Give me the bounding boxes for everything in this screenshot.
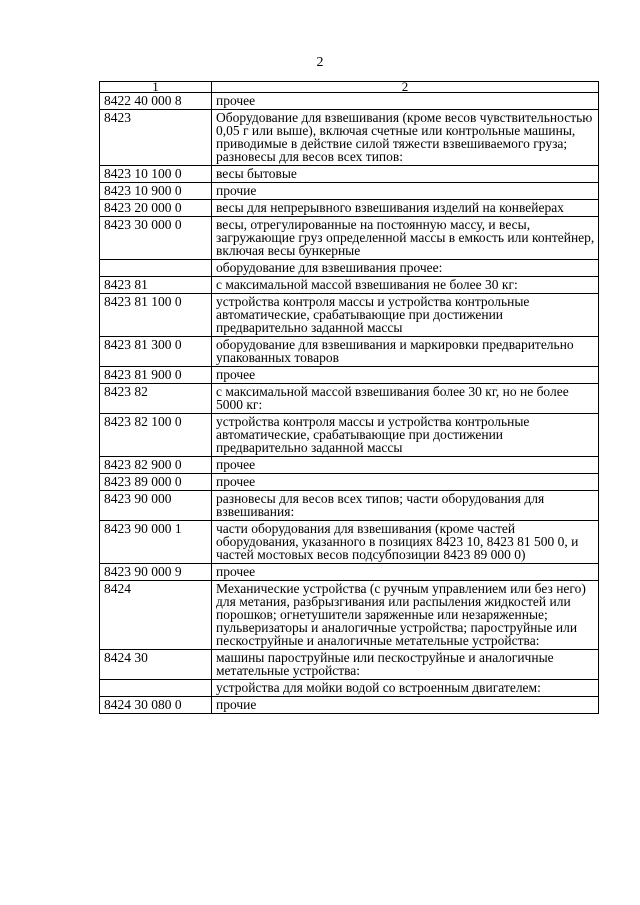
table-row — [100, 457, 599, 474]
code-cell: 8424 30 — [100, 650, 212, 680]
table-row — [100, 521, 599, 564]
table-row — [100, 384, 599, 414]
description-cell: прочее — [212, 474, 599, 491]
description-cell: прочее — [212, 93, 599, 110]
code-cell — [100, 680, 212, 697]
description-cell: устройства контроля массы и устройства контрольные автоматические, срабатывающие при достижении предварительно заданной массы — [212, 294, 599, 337]
code-cell: 8423 90 000 1 — [100, 521, 212, 564]
table-row — [100, 260, 599, 277]
table-row — [100, 166, 599, 183]
table-row — [100, 200, 599, 217]
code-cell: 8424 — [100, 581, 212, 650]
description-cell: разновесы для весов всех типов; части оборудования для взвешивания: — [212, 491, 599, 521]
table-row — [100, 337, 599, 367]
description-cell: прочие — [212, 183, 599, 200]
code-cell: 8423 20 000 0 — [100, 200, 212, 217]
code-cell: 8422 40 000 8 — [100, 93, 212, 110]
description-cell: прочее — [212, 457, 599, 474]
description-cell: с максимальной массой взвешивания более 30 кг, но не более 5000 кг: — [212, 384, 599, 414]
description-cell: оборудование для взвешивания прочее: — [212, 260, 599, 277]
tariff-table — [99, 81, 599, 714]
code-cell: 8423 82 — [100, 384, 212, 414]
table-row — [100, 414, 599, 457]
table-row — [100, 183, 599, 200]
code-cell: 8423 81 300 0 — [100, 337, 212, 367]
description-cell: устройства для мойки водой со встроенным двигателем: — [212, 680, 599, 697]
description-cell: прочее — [212, 564, 599, 581]
table-row — [100, 581, 599, 650]
table-row — [100, 491, 599, 521]
description-cell: машины пароструйные или пескоструйные и аналогичные метательные устройства: — [212, 650, 599, 680]
description-cell: оборудование для взвешивания и маркировки предварительно упакованных товаров — [212, 337, 599, 367]
table-row — [100, 680, 599, 697]
code-cell: 8423 10 100 0 — [100, 166, 212, 183]
table-row — [100, 110, 599, 166]
table-row — [100, 93, 599, 110]
header-row — [100, 82, 599, 93]
description-cell: части оборудования для взвешивания (кроме частей оборудования, указанного в позициях 8423 10, 8423 81 500 0, и частей мостовых весов подсубпозиции 8423 89 000 0) — [212, 521, 599, 564]
header-col-1: 1 — [100, 82, 212, 93]
code-cell: 8423 10 900 0 — [100, 183, 212, 200]
code-cell: 8424 30 080 0 — [100, 697, 212, 714]
header-col-2: 2 — [212, 82, 599, 93]
description-cell: весы для непрерывного взвешивания изделий на конвейерах — [212, 200, 599, 217]
page-number: 2 — [316, 55, 324, 70]
code-cell: 8423 82 900 0 — [100, 457, 212, 474]
description-cell: Оборудование для взвешивания (кроме весов чувствительностью 0,05 г или выше), включая счетные или контрольные машины, приводимые в действие силой тяжести взвешиваемого груза; разновесы для весов всех типов: — [212, 110, 599, 166]
code-cell: 8423 82 100 0 — [100, 414, 212, 457]
table-row — [100, 474, 599, 491]
table-row — [100, 697, 599, 714]
description-cell: прочее — [212, 367, 599, 384]
code-cell: 8423 30 000 0 — [100, 217, 212, 260]
code-cell: 8423 — [100, 110, 212, 166]
table-row — [100, 367, 599, 384]
code-cell: 8423 81 100 0 — [100, 294, 212, 337]
table-row — [100, 277, 599, 294]
description-cell: Механические устройства (с ручным управлением или без него) для метания, разбрызгивания или распыления жидкостей или порошков; огнетушители заряженные или незаряженные; пульверизаторы и аналогичные устройства; пароструйные или пескоструйные и аналогичные метательные устройства: — [212, 581, 599, 650]
description-cell: весы бытовые — [212, 166, 599, 183]
table-row — [100, 650, 599, 680]
description-cell: весы, отрегулированные на постоянную массу, и весы, загружающие груз определенной массы в емкость или контейнер, включая весы бункерные — [212, 217, 599, 260]
table-row — [100, 564, 599, 581]
code-cell: 8423 81 900 0 — [100, 367, 212, 384]
description-cell: устройства контроля массы и устройства контрольные автоматические, срабатывающие при достижении предварительно заданной массы — [212, 414, 599, 457]
table-row — [100, 217, 599, 260]
code-cell: 8423 90 000 9 — [100, 564, 212, 581]
table-row — [100, 294, 599, 337]
code-cell: 8423 89 000 0 — [100, 474, 212, 491]
code-cell — [100, 260, 212, 277]
description-cell: с максимальной массой взвешивания не более 30 кг: — [212, 277, 599, 294]
code-cell: 8423 81 — [100, 277, 212, 294]
code-cell: 8423 90 000 — [100, 491, 212, 521]
description-cell: прочие — [212, 697, 599, 714]
